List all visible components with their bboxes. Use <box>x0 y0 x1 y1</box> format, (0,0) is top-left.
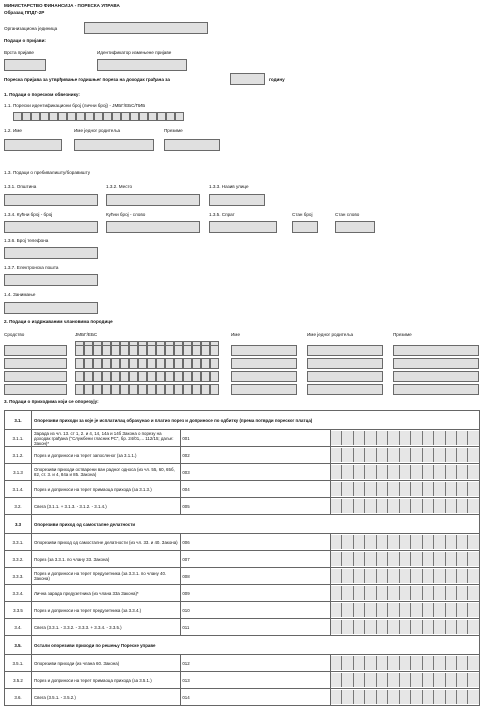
row-number: 3.1.2. <box>5 447 32 464</box>
income-row <box>5 534 480 551</box>
row-number: 3.5.1. <box>5 655 32 672</box>
section-header-row <box>5 411 480 430</box>
amount-cells[interactable] <box>330 464 479 481</box>
row-number: 3.3.4. <box>5 585 32 602</box>
municipality-label: 1.3.1. Општина <box>4 184 37 189</box>
jmbg-label: 1.1. Порески идентификациони број (лични број) - ЈМБГ/ЕБС/ПИБ <box>4 103 146 108</box>
house-letter-field[interactable] <box>106 221 200 233</box>
row-description: Опорезиви приход од самосталне делатности <box>32 515 480 534</box>
row-code: 002 <box>181 447 330 464</box>
form-code: Образац ППДГ-2Р <box>4 10 45 15</box>
income-row <box>5 585 480 602</box>
s2-col-surname: Презиме <box>393 332 412 337</box>
row-code: 013 <box>181 672 330 689</box>
place-label: 1.3.2. Место <box>106 184 133 189</box>
house-number-label: 1.3.4. Кућни број - број <box>4 212 53 217</box>
jmbg-cells[interactable] <box>13 112 184 121</box>
section-header-row <box>5 515 480 534</box>
row-code: 003 <box>181 464 330 481</box>
income-row <box>5 430 480 447</box>
row-description: Опорезиви приходи за које је исплатилац обрачунао и платио порез и доприносе по одбитку (према потврди пореског платца) <box>32 411 480 430</box>
row-number: 3.3.1. <box>5 534 32 551</box>
tax-year-text: Пореска пријава за утврђивање годишњег пореза на доходак грађана за <box>4 77 170 82</box>
amount-cells[interactable] <box>330 585 479 602</box>
amended-id-field[interactable] <box>97 59 187 71</box>
amount-cells[interactable] <box>330 655 479 672</box>
dependent-surname-field[interactable] <box>393 358 479 369</box>
phone-label: 1.3.6. Број телефона <box>4 238 49 243</box>
tax-year-suffix: годину <box>269 77 285 82</box>
s2-title: 2. Подаци о издржаваним члановима породице <box>4 319 113 324</box>
row-number: 3.5.2 <box>5 672 32 689</box>
dependent-surname-field[interactable] <box>393 345 479 356</box>
row-description: Опорезиви приход од самосталне делатности (из чл. 33. и 40. Закона) <box>32 534 181 551</box>
apartment-letter-label: Стан слово <box>335 212 360 217</box>
name-label: 1.2. Име <box>4 128 22 133</box>
row-code: 007 <box>181 551 330 568</box>
dependent-relation-field[interactable] <box>4 358 67 369</box>
dependent-relation-field[interactable] <box>4 371 67 382</box>
row-number: 3.1.3 <box>5 464 32 481</box>
row-number: 3.3.3. <box>5 568 32 585</box>
org-unit-label: Организациона јединица <box>4 26 58 31</box>
residence-label: 1.3. Подаци о пребивалишту/боравишту <box>4 170 91 175</box>
row-code: 006 <box>181 534 330 551</box>
occupation-label: 1.4. Занимање <box>4 292 36 297</box>
row-code: 014 <box>181 689 330 706</box>
floor-field[interactable] <box>209 221 277 233</box>
dependent-parent-field[interactable] <box>307 345 383 356</box>
amended-id-label: Идентификатор измењене пријаве <box>97 50 172 55</box>
income-row <box>5 464 480 481</box>
row-code: 009 <box>181 585 330 602</box>
street-label: 1.3.3. Назив улице <box>209 184 249 189</box>
dependent-relation-field[interactable] <box>4 384 67 395</box>
amount-cells[interactable] <box>330 481 479 498</box>
dependent-surname-field[interactable] <box>393 384 479 395</box>
income-row <box>5 619 480 636</box>
amount-cells[interactable] <box>330 551 479 568</box>
income-row <box>5 498 480 515</box>
dependent-parent-field[interactable] <box>307 371 383 382</box>
row-code: 001 <box>181 430 330 447</box>
row-description: Порез и доприноси на терет предузетника (за 3.3.4.) <box>32 602 181 619</box>
occupation-field[interactable] <box>4 302 98 314</box>
row-description: Порез (за 3.3.1. по члану 33. Закона) <box>32 551 181 568</box>
row-number: 3.1. <box>5 411 32 430</box>
row-number: 3.1.4. <box>5 481 32 498</box>
dependent-jmbg-cells[interactable] <box>75 371 219 382</box>
row-code: 011 <box>181 619 330 636</box>
email-field[interactable] <box>4 274 98 286</box>
row-code: 012 <box>181 655 330 672</box>
ministry-title: МИНИСТАРСТВО ФИНАНСИЈА - ПОРЕСКА УПРАВА <box>4 3 120 8</box>
amount-cells[interactable] <box>330 430 479 447</box>
row-code: 004 <box>181 481 330 498</box>
income-row <box>5 689 480 706</box>
row-number: 3.3 <box>5 515 32 534</box>
s2-col-name: Име <box>231 332 241 337</box>
filing-kind-field[interactable] <box>4 59 46 71</box>
income-row <box>5 568 480 585</box>
tax-year-field[interactable] <box>230 73 265 85</box>
income-table <box>4 410 480 706</box>
row-code: 008 <box>181 568 330 585</box>
dependent-parent-field[interactable] <box>307 358 383 369</box>
row-description: Свега (3.1.1. + 3.1.3. - 3.1.2. - 3.1.4.) <box>32 498 181 515</box>
amount-cells[interactable] <box>330 689 479 706</box>
section-header-row <box>5 636 480 655</box>
street-field[interactable] <box>209 194 265 206</box>
dependent-surname-field[interactable] <box>393 371 479 382</box>
dependent-jmbg-cells[interactable] <box>75 384 219 395</box>
row-number: 3.2. <box>5 498 32 515</box>
surname-label: Презиме <box>164 128 183 133</box>
amount-cells[interactable] <box>330 498 479 515</box>
house-number-field[interactable] <box>4 221 98 233</box>
row-number: 3.3.2. <box>5 551 32 568</box>
dependent-name-field[interactable] <box>231 384 297 395</box>
floor-label: 1.3.5. Спрат <box>209 212 235 217</box>
income-row <box>5 447 480 464</box>
s2-col-jmbg: ЈМБГ/ЕБС <box>75 332 98 337</box>
dependent-jmbg-cells[interactable] <box>75 345 219 356</box>
row-code: 005 <box>181 498 330 515</box>
row-number: 3.5. <box>5 636 32 655</box>
amount-cells[interactable] <box>330 602 479 619</box>
row-description: Опорезиви приходи (из члана 60. Закона) <box>32 655 181 672</box>
row-description: Лична зарада предузетника (из члана 33а Закона)* <box>32 585 181 602</box>
row-description: Опорезиви приходи остварени ван радног односа (из чл. 55, 60, 65б, 82, ст. 3. и 4, 84а и 85. Закона) <box>32 464 181 481</box>
name-field[interactable] <box>4 139 62 151</box>
dependent-parent-field[interactable] <box>307 384 383 395</box>
phone-field[interactable] <box>4 247 98 259</box>
row-description: Остали опорезиви приходи по решењу Пореске управе <box>32 636 480 655</box>
row-code: 010 <box>181 602 330 619</box>
dependent-jmbg-cells[interactable] <box>75 358 219 369</box>
income-row <box>5 602 480 619</box>
row-description: Порез и доприноси на терет примаоца прихода (за 3.1.3.) <box>32 481 181 498</box>
surname-field[interactable] <box>164 139 220 151</box>
income-row <box>5 551 480 568</box>
place-field[interactable] <box>106 194 200 206</box>
row-description: Порез и доприноси на терет предузетника (за 3.3.1. по члану 40. Закона) <box>32 568 181 585</box>
dependent-name-field[interactable] <box>231 358 297 369</box>
dependent-name-field[interactable] <box>231 371 297 382</box>
income-row <box>5 672 480 689</box>
row-number: 3.4. <box>5 619 32 636</box>
email-label: 1.3.7. Електронска пошта <box>4 265 59 270</box>
row-description: Свега (3.3.1. - 3.3.2. - 3.3.3. + 3.3.4. - 3.3.5.) <box>32 619 181 636</box>
filing-section-title: Подаци о пријави: <box>4 38 46 43</box>
parent-name-label: Име једног родитеља <box>74 128 121 133</box>
row-description: Порез и доприноси на терет запосленог (за 3.1.1.) <box>32 447 181 464</box>
filing-kind-label: Врста пријаве <box>4 50 34 55</box>
row-description: Зарада из чл. 13. ст 1, 2. и 4, 14, 14а и 14б Закона о порезу на доходак грађана ("Службени гласник РС", бр. 24/01,... 112/15; даље: Закон)* <box>32 430 181 447</box>
amount-cells[interactable] <box>330 619 479 636</box>
apartment-letter-field[interactable] <box>335 221 375 233</box>
apartment-number-field[interactable] <box>292 221 318 233</box>
municipality-field[interactable] <box>4 194 98 206</box>
income-row <box>5 481 480 498</box>
dependent-relation-field[interactable] <box>4 345 67 356</box>
s2-col-relation: Сродство <box>4 332 25 337</box>
dependent-name-field[interactable] <box>231 345 297 356</box>
income-row <box>5 655 480 672</box>
s3-title: 3. Подаци о приходима који се опорезују: <box>4 399 99 404</box>
house-letter-label: Кућни број - слово <box>106 212 146 217</box>
row-number: 3.1.1. <box>5 430 32 447</box>
row-description: Свега (3.5.1. - 3.5.2.) <box>32 689 181 706</box>
s1-title: 1. Подаци о пореском обвезнику: <box>4 92 80 97</box>
org-unit-field[interactable] <box>84 22 208 34</box>
amount-cells[interactable] <box>330 672 479 689</box>
amount-cells[interactable] <box>330 447 479 464</box>
row-description: Порез и доприноси на терет примаоца прихода (за 3.5.1.) <box>32 672 181 689</box>
row-number: 3.6. <box>5 689 32 706</box>
amount-cells[interactable] <box>330 534 479 551</box>
apartment-number-label: Стан број <box>292 212 313 217</box>
parent-name-field[interactable] <box>74 139 154 151</box>
s2-col-parent: Име једног родитеља <box>307 332 354 337</box>
row-number: 3.3.5 <box>5 602 32 619</box>
amount-cells[interactable] <box>330 568 479 585</box>
